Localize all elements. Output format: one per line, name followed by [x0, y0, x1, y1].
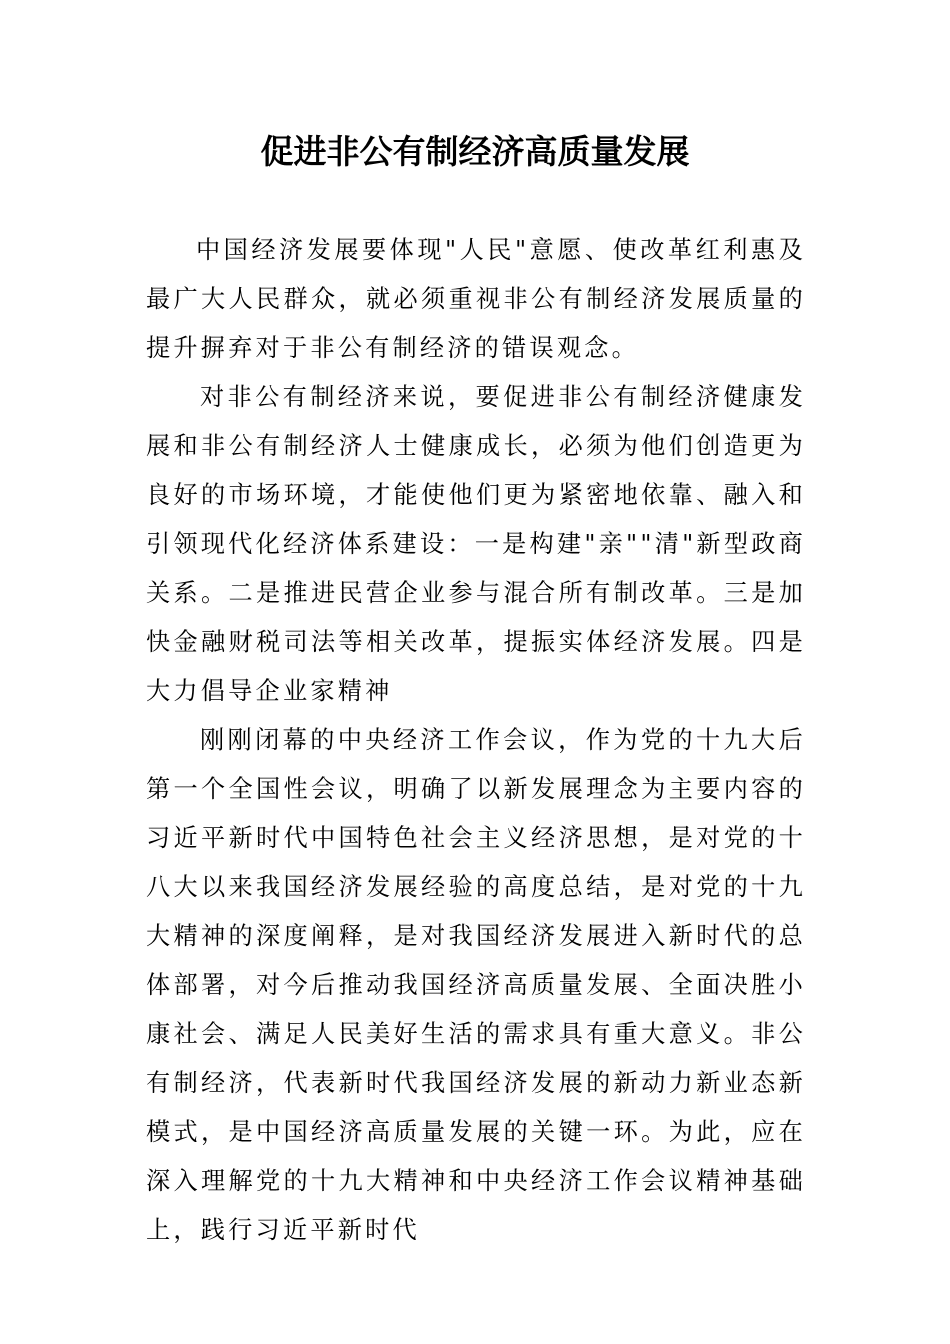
- paragraph-1: 中国经济发展要体现"人民"意愿、使改革红利惠及最广大人民群众，就必须重视非公有制经济发展质量的提升摒弃对于非公有制经济的错误观念。: [146, 236, 806, 362]
- paragraph-3: 刚刚闭幕的中央经济工作会议，作为党的十九大后第一个全国性会议，明确了以新发展理念为主要内容的习近平新时代中国特色社会主义经济思想，是对党的十八大以来我国经济发展经验的高度总结，是对党的十九大精神的深度阐释，是对我国经济发展进入新时代的总体部署，对今后推动我国经济高质量发展、全面决胜小康社会、满足人民美好生活的需求具有重大意义。非公有制经济，代表新时代我国经济发展的新动力新业态新模式，是中国经济高质量发展的关键一环。为此，应在深入理解党的十九大精神和中央经济工作会议精神基础上，践行习近平新时代: [146, 726, 806, 1244]
- paragraph-2: 对非公有制经济来说，要促进非公有制经济健康发展和非公有制经济人士健康成长，必须为他们创造更为良好的市场环境，才能使他们更为紧密地依靠、融入和引领现代化经济体系建设：一是构建"亲""清"新型政商关系。二是推进民营企业参与混合所有制改革。三是加快金融财税司法等相关改革，提振实体经济发展。四是大力倡导企业家精神: [146, 383, 806, 705]
- document-title: 促进非公有制经济高质量发展: [260, 132, 690, 171]
- document-body: [146, 226, 806, 1255]
